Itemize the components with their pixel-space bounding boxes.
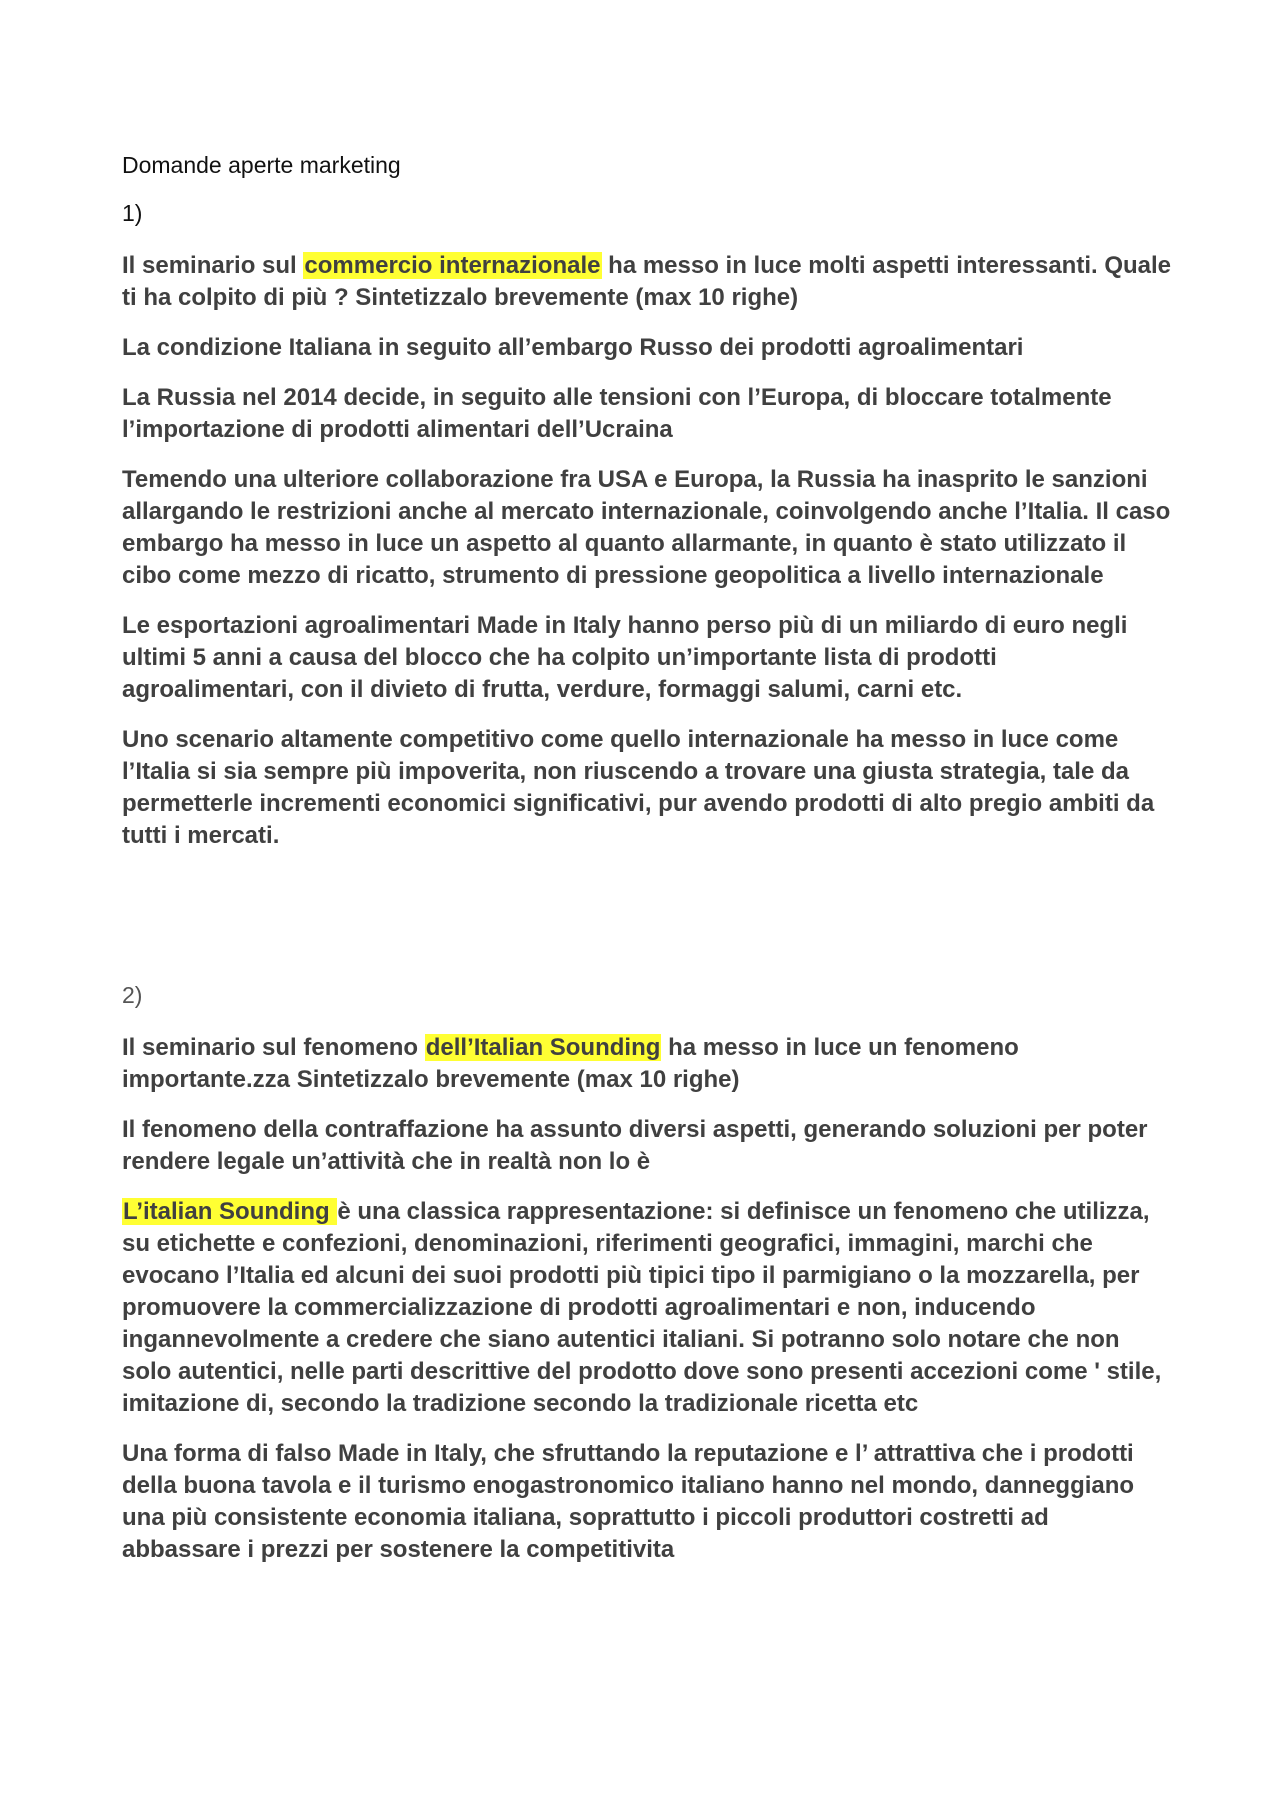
question-2-highlight: dell’Italian Sounding [425,1034,661,1061]
question-1-highlight: commercio internazionale [304,252,601,279]
answer-2-paragraph-rest: è una classica rappresentazione: si definisce un fenomeno che utilizza, su etichette e confezioni, denominazioni, riferimenti geografici, immagini, marchi che evocano l’Italia ed alcuni dei suoi prodotti più tipici tipo il parmigiano o la mozzarella, per promuovere la commercializzazione di prodotti agroalimentari e non, inducendo ingannevolmente a credere che siano autentici italiani. Si potranno solo notare che non solo autentici, nelle parti descrittive del prodotto dove sono presenti accezioni come ' stile, imitazione di, secondo la tradizione secondo la tradizionale ricetta etc [122,1198,1162,1417]
question-2-text [122,1032,1172,1096]
answer-2-paragraph [122,1196,1172,1420]
question-2-number: 2) [122,982,143,1008]
question-1-text-before: Il seminario sul [122,252,304,279]
answer-1-paragraph: Temendo una ulteriore collaborazione fra USA e Europa, la Russia ha inasprito le sanzioni allargando le restrizioni anche al mercato internazionale, coinvolgendo anche l’Italia. Il caso embargo ha messo in luce un aspetto al quanto allarmante, in quanto è stato utilizzato il cibo come mezzo di ricatto, strumento di pressione geopolitica a livello internazionale [122,466,1171,589]
question-1-number: 1) [122,200,143,226]
answer-2-paragraph: Una forma di falso Made in Italy, che sfruttando la reputazione e l’ attrattiva che i prodotti della buona tavola e il turismo enogastronomico italiano hanno nel mondo, danneggiano una più consistente economia italiana, soprattutto i piccoli produttori costretti ad abbassare i prezzi per sostenere la competitivita [122,1440,1135,1563]
answer-1-paragraph: Uno scenario altamente competitivo come quello internazionale ha messo in luce come l’Italia si sia sempre più impoverita, non riuscendo a trovare una giusta strategia, tale da permetterle incrementi economici significativi, pur avendo prodotti di alto pregio ambiti da tutti i mercati. [122,726,1155,849]
question-2-text-before: Il seminario sul fenomeno [122,1034,425,1061]
section-spacer [122,870,1172,980]
question-2-text-after: ha messo in luce un fenomeno importante.zza Sintetizzalo brevemente (max 10 righe) [122,1034,1019,1093]
answer-2-highlight: L’italian Sounding [123,1198,337,1225]
answer-1-paragraph: La Russia nel 2014 decide, in seguito alle tensioni con l’Europa, di bloccare totalmente l’importazione di prodotti alimentari dell’Ucraina [122,384,1112,443]
answer-1-paragraph: Le esportazioni agroalimentari Made in Italy hanno perso più di un miliardo di euro negli ultimi 5 anni a causa del blocco che ha colpito un’importante lista di prodotti agroalimentari, con il divieto di frutta, verdure, formaggi salumi, carni etc. [122,612,1128,703]
question-1-text [122,250,1172,314]
answer-1-paragraph: La condizione Italiana in seguito all’embargo Russo dei prodotti agroalimentari [122,334,1024,361]
question-1-text-after: ha messo in luce molti aspetti interessanti. Quale ti ha colpito di più ? Sintetizzalo brevemente (max 10 righe) [122,252,1172,311]
document-page [122,150,1172,1584]
document-title: Domande aperte marketing [122,152,401,178]
answer-2-paragraph: Il fenomeno della contraffazione ha assunto diversi aspetti, generando soluzioni per poter rendere legale un’attività che in realtà non lo è [122,1116,1148,1175]
